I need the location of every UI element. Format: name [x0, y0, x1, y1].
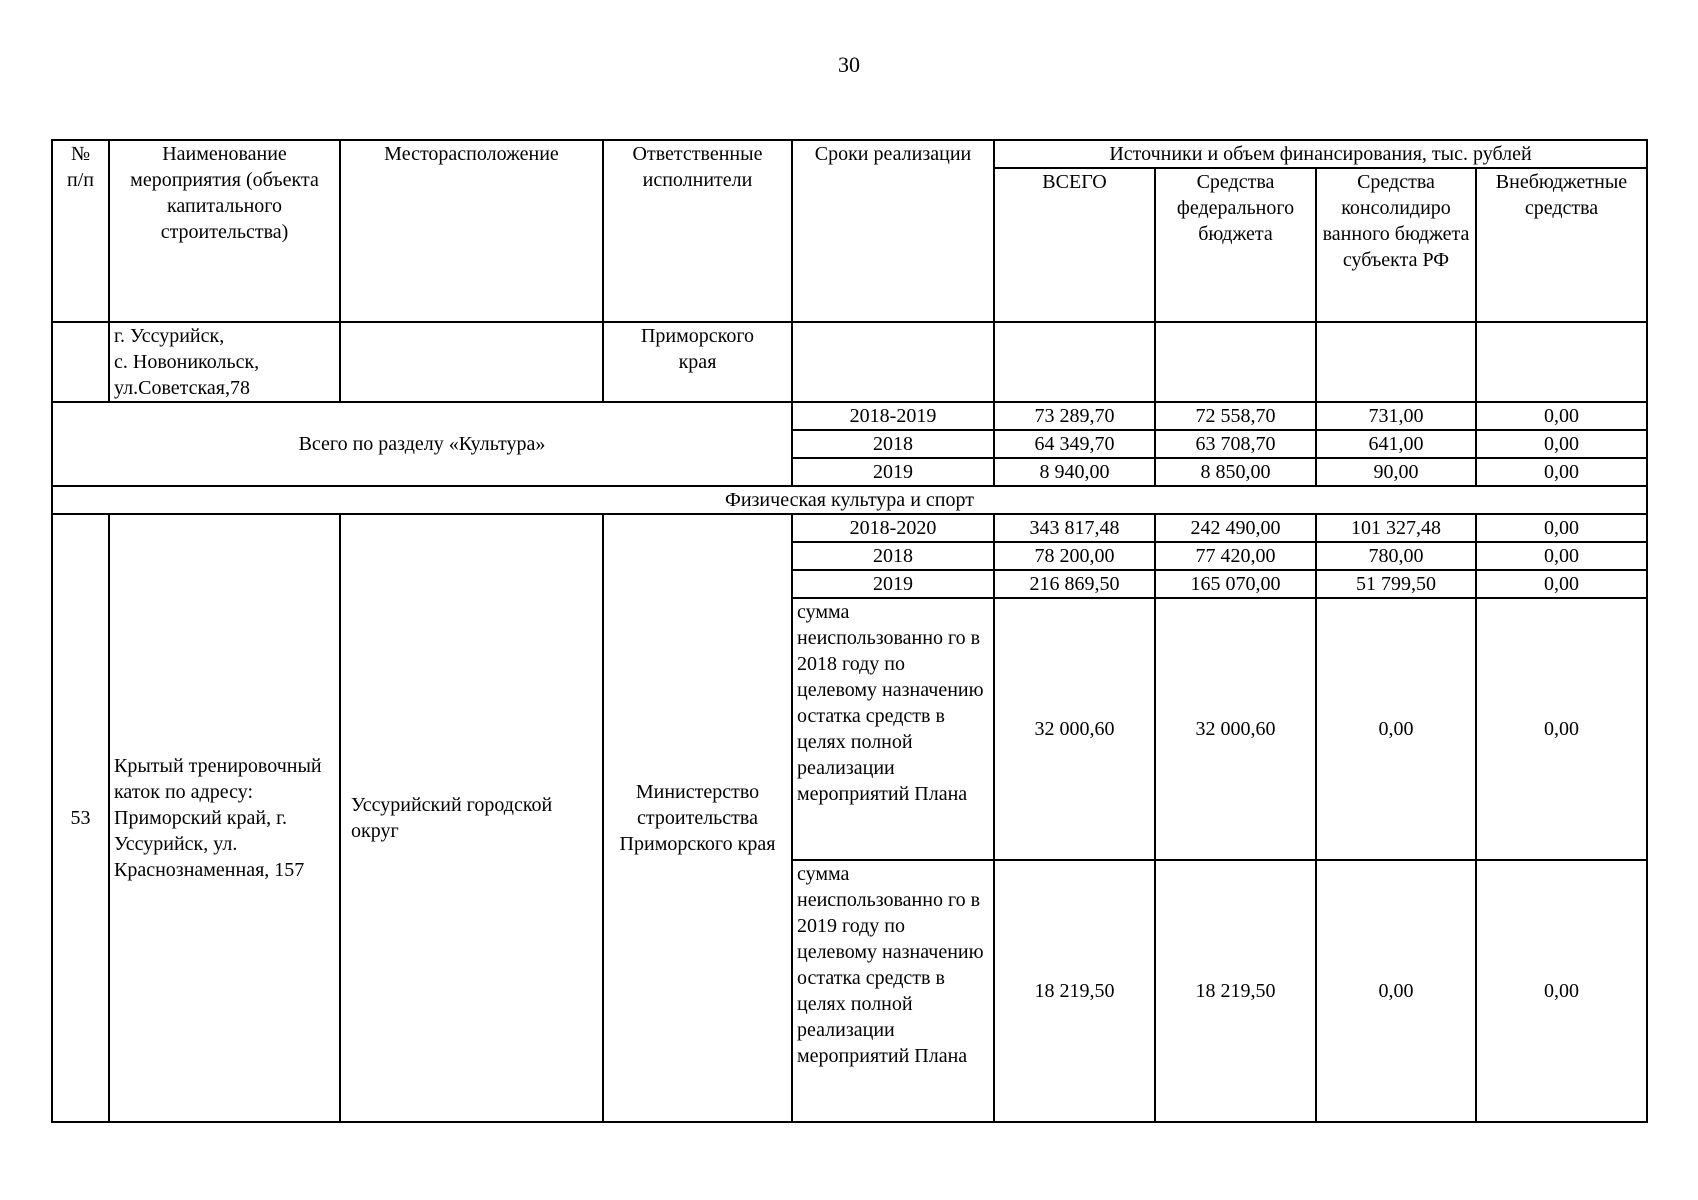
culture-total-row — [52, 402, 1647, 430]
col-header-federal: Средства федерального бюджета — [1155, 168, 1316, 322]
total-cell: 32 000,60 — [994, 598, 1155, 860]
col-header-sources: Источники и объем финансирования, тыс. рублей — [994, 140, 1647, 168]
federal-cell: 63 708,70 — [1155, 430, 1316, 458]
period-note-cell: сумма неиспользованно го в 2019 году по целевому назначению остатка средств в целях полной реализации мероприятий Плана — [792, 860, 994, 1122]
extra-cell: 0,00 — [1476, 570, 1647, 598]
total-cell: 343 817,48 — [994, 514, 1155, 542]
item-number: 53 — [52, 514, 109, 1122]
item-row — [52, 514, 1647, 542]
cell-empty — [1476, 322, 1647, 402]
federal-cell: 77 420,00 — [1155, 542, 1316, 570]
col-header-extrabudget: Внебюджетные средства — [1476, 168, 1647, 322]
col-header-name: Наименование мероприятия (объекта капитального строительства) — [109, 140, 340, 322]
federal-cell: 72 558,70 — [1155, 402, 1316, 430]
carry-over-row — [52, 322, 1647, 402]
period-cell: 2018-2019 — [792, 402, 994, 430]
federal-cell: 32 000,60 — [1155, 598, 1316, 860]
cell-empty — [340, 322, 603, 402]
extra-cell: 0,00 — [1476, 542, 1647, 570]
cell-empty — [994, 322, 1155, 402]
cell-empty — [52, 322, 109, 402]
period-cell: 2018 — [792, 542, 994, 570]
extra-cell: 0,00 — [1476, 458, 1647, 486]
period-cell: 2018 — [792, 430, 994, 458]
total-cell: 216 869,50 — [994, 570, 1155, 598]
item-name: Крытый тренировочный каток по адресу: Приморский край, г. Уссурийск, ул. Краснознаменная, 157 — [109, 514, 340, 1122]
item-location: Уссурийский городской округ — [340, 514, 603, 1122]
total-cell: 8 940,00 — [994, 458, 1155, 486]
col-header-consolidated: Средства консолидиро ванного бюджета субъекта РФ — [1316, 168, 1476, 322]
period-cell: 2019 — [792, 570, 994, 598]
col-header-location: Месторасположение — [340, 140, 603, 322]
consolidated-cell: 780,00 — [1316, 542, 1476, 570]
extra-cell: 0,00 — [1476, 514, 1647, 542]
consolidated-cell: 641,00 — [1316, 430, 1476, 458]
page-number: 30 — [838, 52, 860, 77]
section-title-row — [52, 486, 1647, 514]
period-cell: 2018-2020 — [792, 514, 994, 542]
financing-table — [51, 139, 1648, 1123]
header-row-1 — [52, 140, 1647, 168]
col-header-num: № п/п — [52, 140, 109, 322]
consolidated-cell: 101 327,48 — [1316, 514, 1476, 542]
consolidated-cell: 90,00 — [1316, 458, 1476, 486]
cell-empty — [792, 322, 994, 402]
consolidated-cell: 0,00 — [1316, 860, 1476, 1122]
consolidated-cell: 731,00 — [1316, 402, 1476, 430]
section-title: Физическая культура и спорт — [52, 486, 1647, 514]
federal-cell: 8 850,00 — [1155, 458, 1316, 486]
total-cell: 78 200,00 — [994, 542, 1155, 570]
federal-cell: 242 490,00 — [1155, 514, 1316, 542]
federal-cell: 18 219,50 — [1155, 860, 1316, 1122]
extra-cell: 0,00 — [1476, 860, 1647, 1122]
consolidated-cell: 51 799,50 — [1316, 570, 1476, 598]
col-header-terms: Сроки реализации — [792, 140, 994, 322]
culture-total-label: Всего по разделу «Культура» — [52, 402, 792, 486]
extra-cell: 0,00 — [1476, 430, 1647, 458]
col-header-responsible: Ответственные исполнители — [603, 140, 792, 322]
carry-responsible: Приморского края — [603, 322, 792, 402]
consolidated-cell: 0,00 — [1316, 598, 1476, 860]
total-cell: 64 349,70 — [994, 430, 1155, 458]
total-cell: 73 289,70 — [994, 402, 1155, 430]
cell-empty — [1316, 322, 1476, 402]
period-note-cell: сумма неиспользованно го в 2018 году по целевому назначению остатка средств в целях полной реализации мероприятий Плана — [792, 598, 994, 860]
col-header-total: ВСЕГО — [994, 168, 1155, 322]
total-cell: 18 219,50 — [994, 860, 1155, 1122]
period-cell: 2019 — [792, 458, 994, 486]
carry-name: г. Уссурийск, с. Новоникольск, ул.Советская,78 — [109, 322, 340, 402]
federal-cell: 165 070,00 — [1155, 570, 1316, 598]
cell-empty — [1155, 322, 1316, 402]
extra-cell: 0,00 — [1476, 402, 1647, 430]
extra-cell: 0,00 — [1476, 598, 1647, 860]
item-responsible: Министерство строительства Приморского края — [603, 514, 792, 1122]
